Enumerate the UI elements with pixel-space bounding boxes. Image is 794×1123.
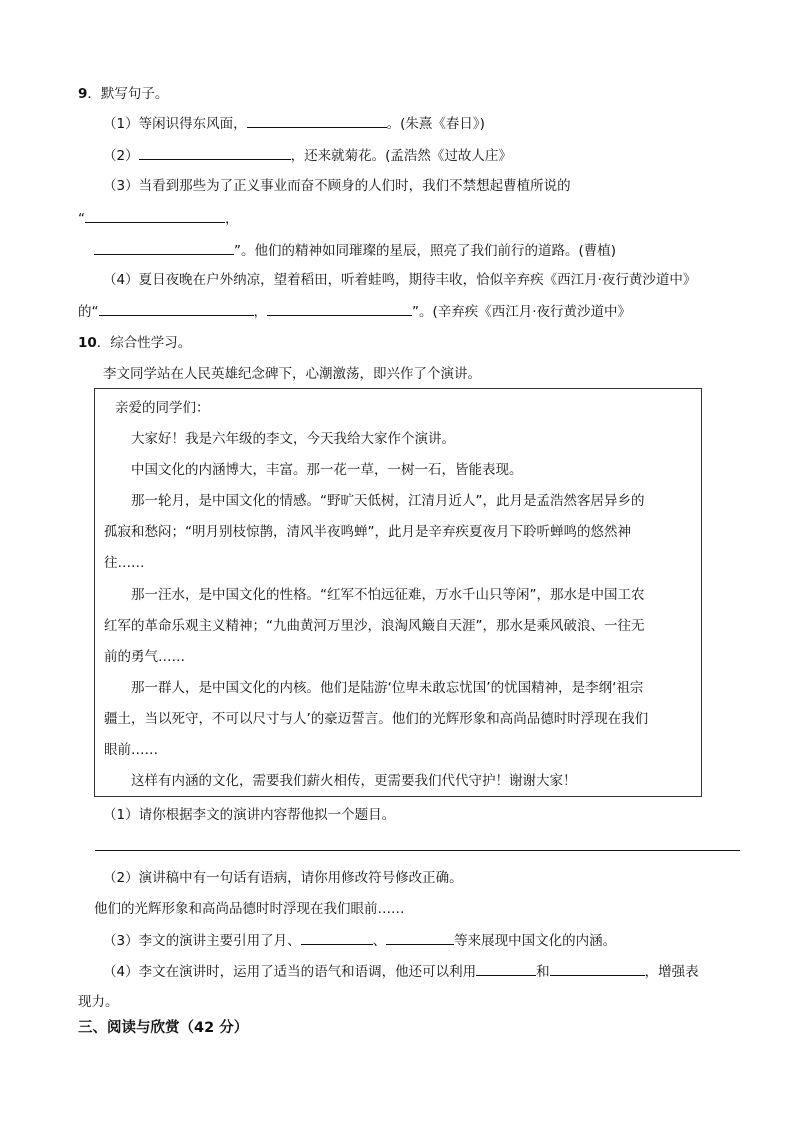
q9-item2-prefix: （2） — [103, 148, 139, 164]
q9-item3-tail: ”。他们的精神如同璀璨的星辰，照亮了我们前行的道路。(曹植) — [234, 243, 617, 259]
answer-blank[interactable] — [247, 113, 387, 128]
q10-sub3-suffix: 等来展现中国文化的内涵。 — [454, 933, 617, 949]
speech-paragraph-4-line2: 红军的革命乐观主义精神；“九曲黄河万里沙，浪淘风簸自天涯”，那水是乘风破浪、一往无 — [104, 618, 645, 634]
q10-sub2-sentence: 他们的光辉形象和高尚品德时时浮现在我们眼前…… — [94, 901, 405, 917]
speech-paragraph-3-line2: 孤寂和愁闷；“明月别枝惊鹊，清风半夜鸣蝉”，此月是辛弃疾夏夜月下聆听蝉鸣的悠然神 — [104, 524, 631, 540]
q9-item3-line3 — [94, 240, 616, 261]
speech-paragraph-3-line3: 往…… — [104, 555, 145, 571]
q9-item4-de: 的“ — [78, 304, 99, 320]
q9-item3-line2 — [78, 208, 239, 229]
answer-blank[interactable] — [267, 301, 412, 316]
speech-paragraph-6: 这样有内涵的文化，需要我们薪火相传，更需要我们代代守护！谢谢大家！ — [131, 773, 577, 789]
q9-item2-source: ，还来就菊花。(孟浩然《过故人庄》 — [290, 148, 512, 164]
speech-paragraph-5-line2: 疆土，当以死守，不可以尺寸与人’的豪迈誓言。他们的光辉形象和高尚品德时时浮现在我们 — [104, 711, 649, 727]
speech-paragraph-5-line1: 那一群人，是中国文化的内核。他们是陆游‘位卑未敢忘忧国’的忧国精神，是李纲‘祖宗 — [131, 680, 644, 696]
q10-sub3 — [103, 930, 616, 951]
answer-blank[interactable] — [550, 961, 645, 976]
q10-sub3-prefix: （3）李文的演讲主要引用了月、 — [103, 933, 301, 949]
q10-sub4-prefix: （4）李文在演讲时，运用了适当的语气和语调，他还可以利用 — [103, 964, 477, 980]
section-3-heading: 三、阅读与欣赏（42 分） — [78, 1020, 249, 1036]
speech-paragraph-2: 中国文化的内涵博大，丰富。那一花一草，一树一石，皆能表现。 — [131, 462, 523, 478]
speech-paragraph-1: 大家好！我是六年级的李文，今天我给大家作个演讲。 — [131, 431, 455, 447]
q9-title: ．默写句子。 — [87, 86, 169, 102]
answer-blank[interactable] — [85, 208, 225, 223]
q10-intro: 李文同学站在人民英雄纪念碑下，心潮激荡，即兴作了个演讲。 — [103, 366, 481, 382]
speech-paragraph-4-line1: 那一汪水，是中国文化的性格。“红军不怕远征难，万水千山只等闲”，那水是中国工农 — [131, 587, 645, 603]
q10-sub4-line2: 现力。 — [78, 994, 119, 1010]
q9-number: 9 — [78, 86, 88, 102]
answer-blank[interactable] — [94, 240, 234, 255]
q9-item1-source: 。(朱熹《春日》) — [386, 116, 485, 132]
speech-paragraph-5-line3: 眼前…… — [104, 742, 158, 758]
q10-heading — [78, 333, 191, 353]
answer-blank[interactable] — [139, 145, 291, 160]
answer-line[interactable] — [95, 850, 740, 851]
q10-sub4-suffix: ，增强表 — [644, 964, 699, 980]
q10-title: ．综合性学习。 — [96, 335, 192, 351]
comma: ， — [225, 211, 239, 227]
q9-item4-tail: ”。(辛弃疾《西江月·夜行黄沙道中》 — [412, 304, 632, 320]
q9-item2 — [103, 145, 512, 166]
answer-blank[interactable] — [386, 930, 454, 945]
speech-paragraph-3-line1: 那一轮月，是中国文化的情感。“野旷天低树，江清月近人”，此月是孟浩然客居异乡的 — [131, 493, 645, 509]
q9-item4-line1: （4）夏日夜晚在户外纳凉，望着稻田，听着蛙鸣，期待丰收，恰似辛弃疾《西江月·夜行黄沙道中》 — [103, 272, 697, 288]
q9-item4-line2 — [78, 301, 631, 322]
q9-item1 — [103, 113, 485, 134]
comma: ， — [253, 304, 267, 320]
q10-number: 10 — [78, 335, 97, 351]
q10-sub4-and: 和 — [536, 964, 550, 980]
q9-item3-line1: （3）当看到那些为了正义事业而奋不顾身的人们时，我们不禁想起曹植所说的 — [103, 178, 571, 194]
answer-blank[interactable] — [301, 930, 373, 945]
q10-sub2: （2）演讲稿中有一句话有语病，请你用修改符号修改正确。 — [103, 870, 463, 886]
open-quote: “ — [78, 211, 85, 227]
speech-salutation: 亲爱的同学们： — [115, 400, 210, 416]
q10-sub1: （1）请你根据李文的演讲内容帮他拟一个题目。 — [103, 807, 396, 823]
q10-sub4-line1 — [103, 961, 699, 982]
q9-heading — [78, 84, 168, 104]
q9-item1-prefix: （1）等闲识得东风面， — [103, 116, 247, 132]
speech-paragraph-4-line3: 前的勇气…… — [104, 649, 185, 665]
answer-blank[interactable] — [476, 961, 536, 976]
answer-blank[interactable] — [99, 301, 254, 316]
separator: 、 — [372, 933, 387, 949]
